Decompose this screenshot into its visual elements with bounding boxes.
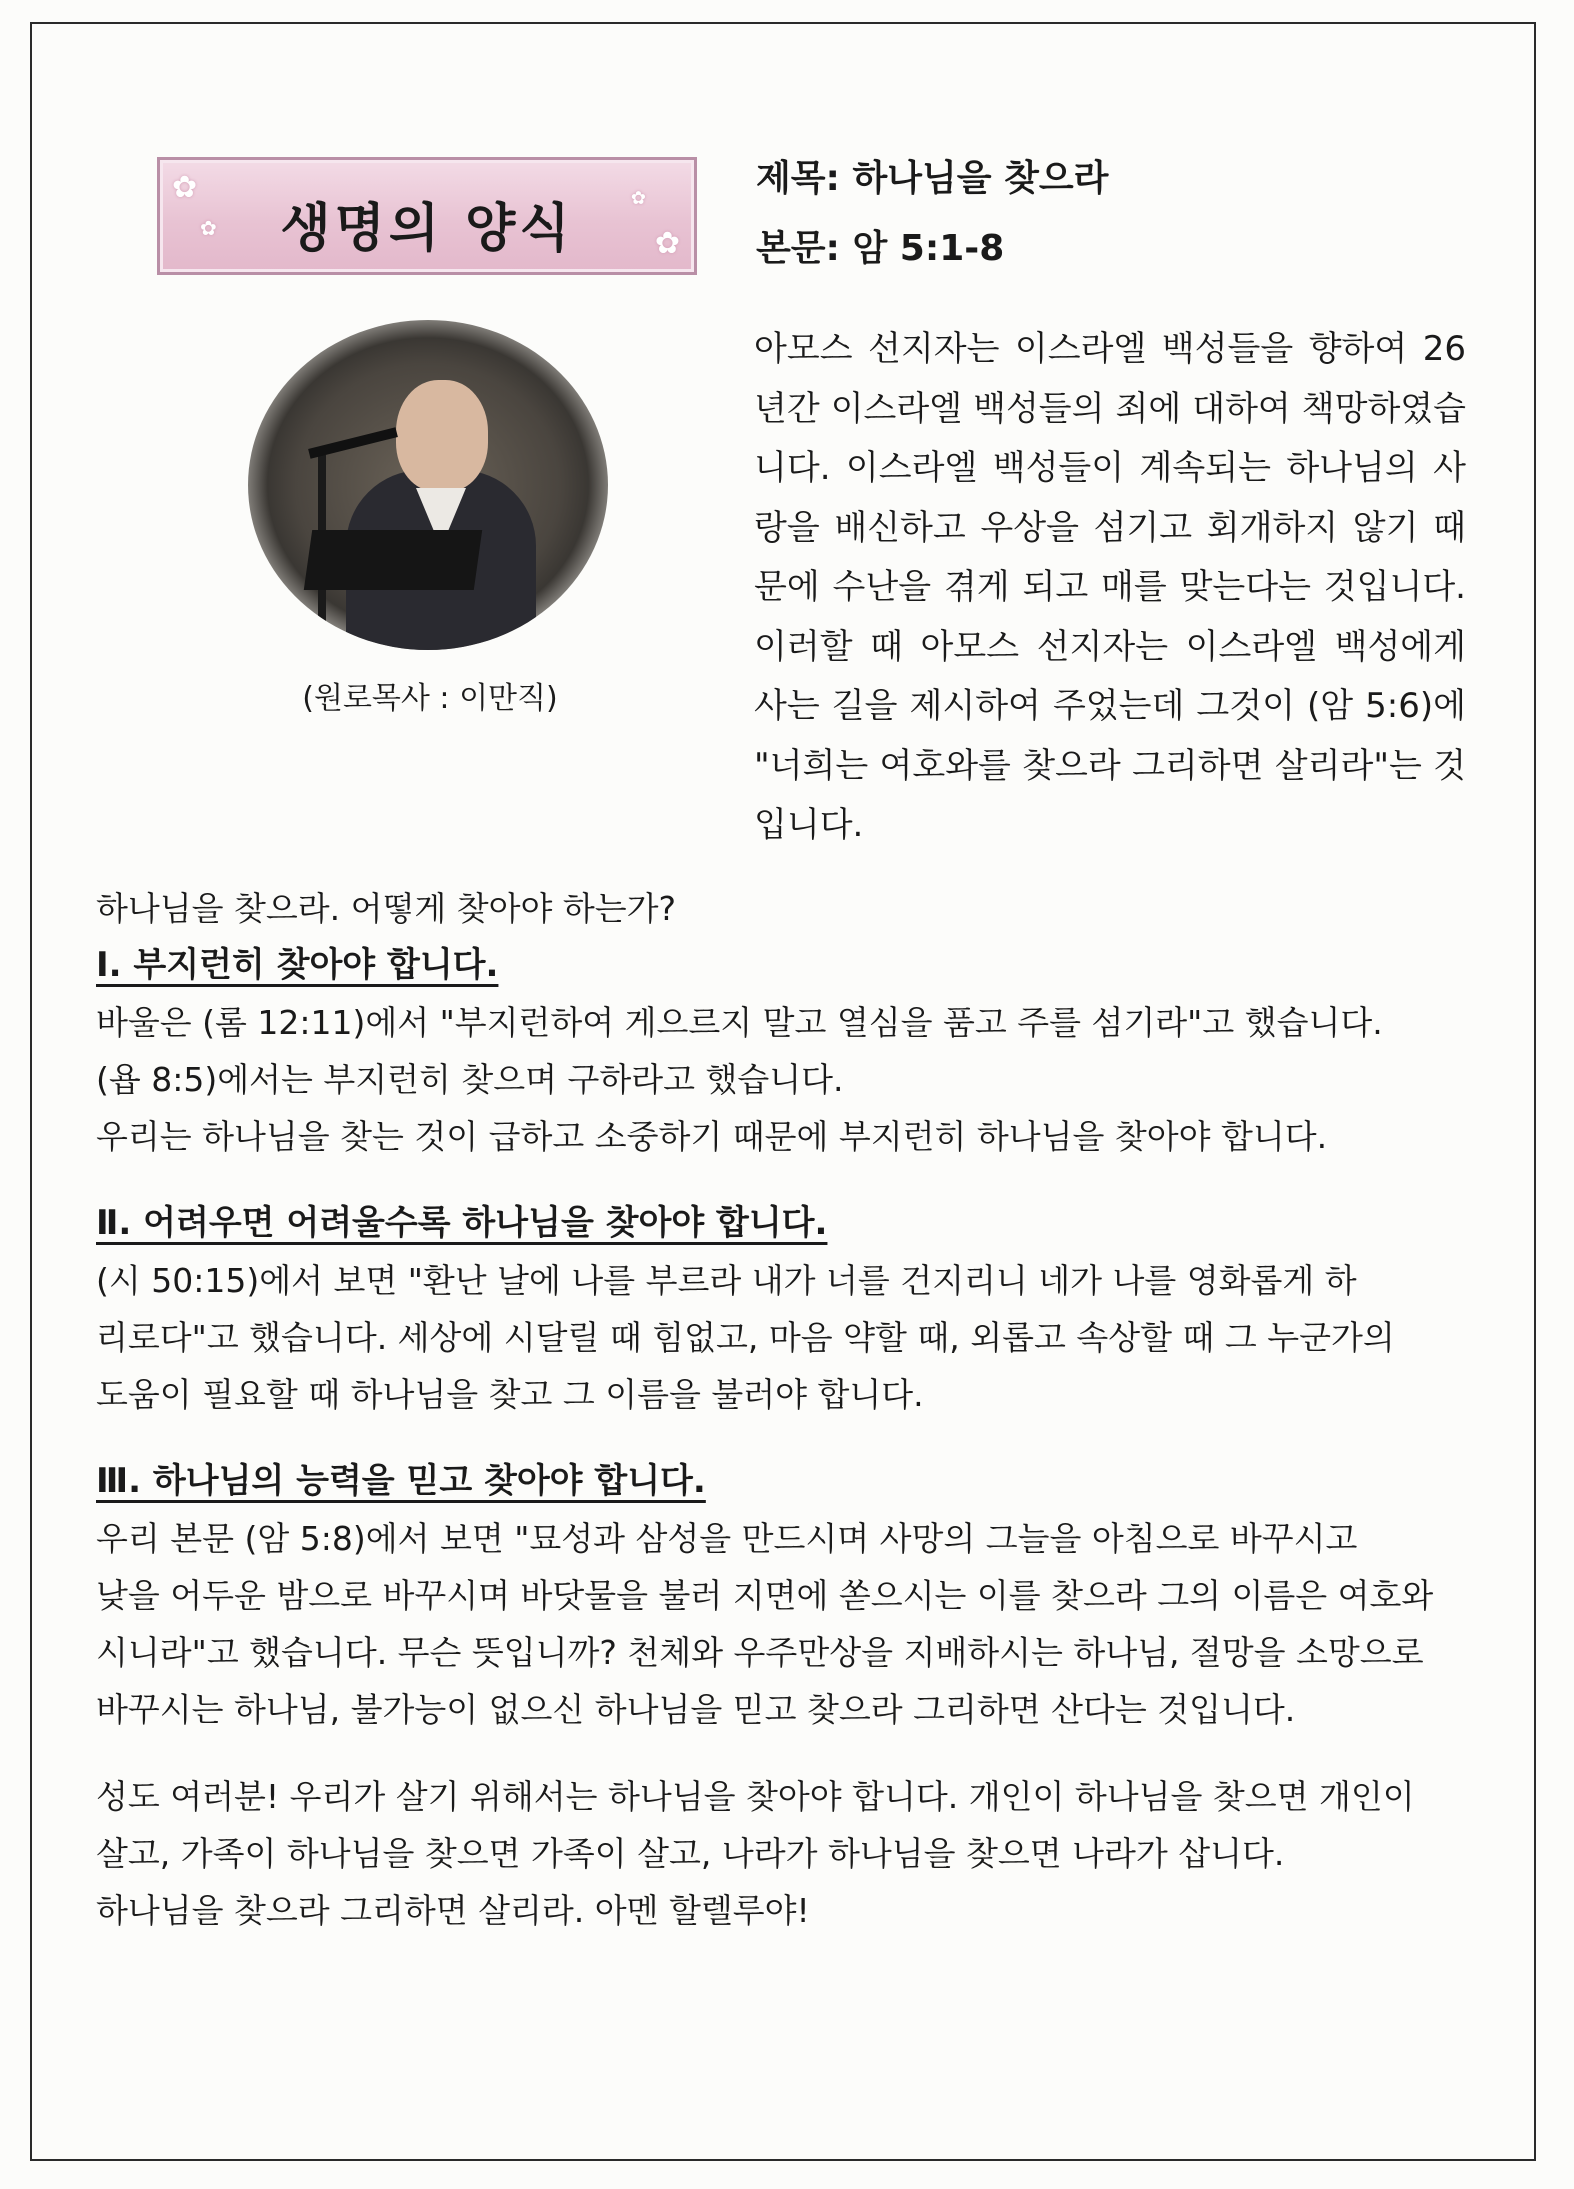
body-line: (시 50:15)에서 보면 "환난 날에 나를 부르라 내가 너를 건지리니 네가 나를 영화롭게 하 [96, 1261, 1357, 1300]
flower-icon: ✿ [654, 226, 680, 261]
flower-icon: ✿ [630, 188, 646, 209]
conclusion-line: 하나님을 찾으라 그리하면 살리라. 아멘 할렐루야! [96, 1891, 810, 1930]
body-line: 시니라"고 했습니다. 무슨 뜻입니까? 천체와 우주만상을 지배하시는 하나님, 절망을 소망으로 [96, 1633, 1424, 1672]
body-line: 바꾸시는 하나님, 불가능이 없으신 하나님을 믿고 찾으라 그리하면 산다는 것입니다. [96, 1690, 1296, 1729]
section-heading-3: Ⅲ. 하나님의 능력을 믿고 찾아야 합니다. [96, 1461, 706, 1501]
body-line: (욥 8:5)에서는 부지런히 찾으며 구하라고 했습니다. [96, 1060, 844, 1099]
lectern [304, 530, 482, 590]
body-line: 리로다"고 했습니다. 세상에 시달릴 때 힘없고, 마음 약할 때, 외롭고 속상할 때 그 누군가의 [96, 1318, 1395, 1357]
conclusion-line: 성도 여러분! 우리가 살기 위해서는 하나님을 찾아야 합니다. 개인이 하나님을 찾으면 개인이 [96, 1777, 1415, 1816]
sermon-body [96, 880, 1470, 1939]
section-banner [157, 157, 697, 275]
portrait-caption: (원로목사 : 이만직) [302, 681, 558, 716]
section-heading-2: Ⅱ. 어려우면 어려울수록 하나님을 찾아야 합니다. [96, 1203, 828, 1243]
body-line: 도움이 필요할 때 하나님을 찾고 그 이름을 불러야 합니다. [96, 1375, 924, 1414]
intro-paragraph: 아모스 선지자는 이스라엘 백성들을 향하여 26년간 이스라엘 백성들의 죄에 대하여 책망하였습니다. 이스라엘 백성들이 계속되는 하나님의 사랑을 배신하고 우상을 섬기고 회개하지 않기 때문에 수난을 겪게 되고 매를 맞는다는 것입니다. 이러할 때 아모스 선지자는 이스라엘 백성에게 사는 길을 제시하여 주었는데 그것이 (암 5:6)에 "너희는 여호와를 찾으라 그리하면 살리라"는 것입니다. [754, 329, 1466, 845]
banner-title: 생명의 양식 [280, 199, 574, 259]
body-line: 낮을 어두운 밤으로 바꾸시며 바닷물을 불러 지면에 쏟으시는 이를 찾으라 그의 이름은 여호와 [96, 1576, 1434, 1615]
pastor-portrait [248, 320, 608, 650]
body-line: 우리는 하나님을 찾는 것이 급하고 소중하기 때문에 부지런히 하나님을 찾아야 합니다. [96, 1117, 1328, 1156]
section-heading-1: Ⅰ. 부지런히 찾아야 합니다. [96, 945, 499, 985]
conclusion-line: 살고, 가족이 하나님을 찾으면 가족이 살고, 나라가 하나님을 찾으면 나라가 삽니다. [96, 1834, 1285, 1873]
flower-icon: ✿ [200, 216, 217, 240]
flower-icon: ✿ [172, 170, 198, 205]
sermon-title: 제목: 하나님을 찾으라 [756, 158, 1109, 199]
body-line: 바울은 (롬 12:11)에서 "부지런하여 게으르지 말고 열심을 품고 주를 섬기라"고 했습니다. [96, 1003, 1383, 1042]
body-line: 우리 본문 (암 5:8)에서 보면 "묘성과 삼성을 만드시며 사망의 그늘을 아침으로 바꾸시고 [96, 1519, 1358, 1558]
microphone-icon [308, 427, 398, 458]
body-question: 하나님을 찾으라. 어떻게 찾아야 하는가? [96, 889, 677, 928]
portrait-head [396, 380, 488, 492]
sermon-passage: 본문: 암 5:1-8 [756, 228, 1005, 269]
